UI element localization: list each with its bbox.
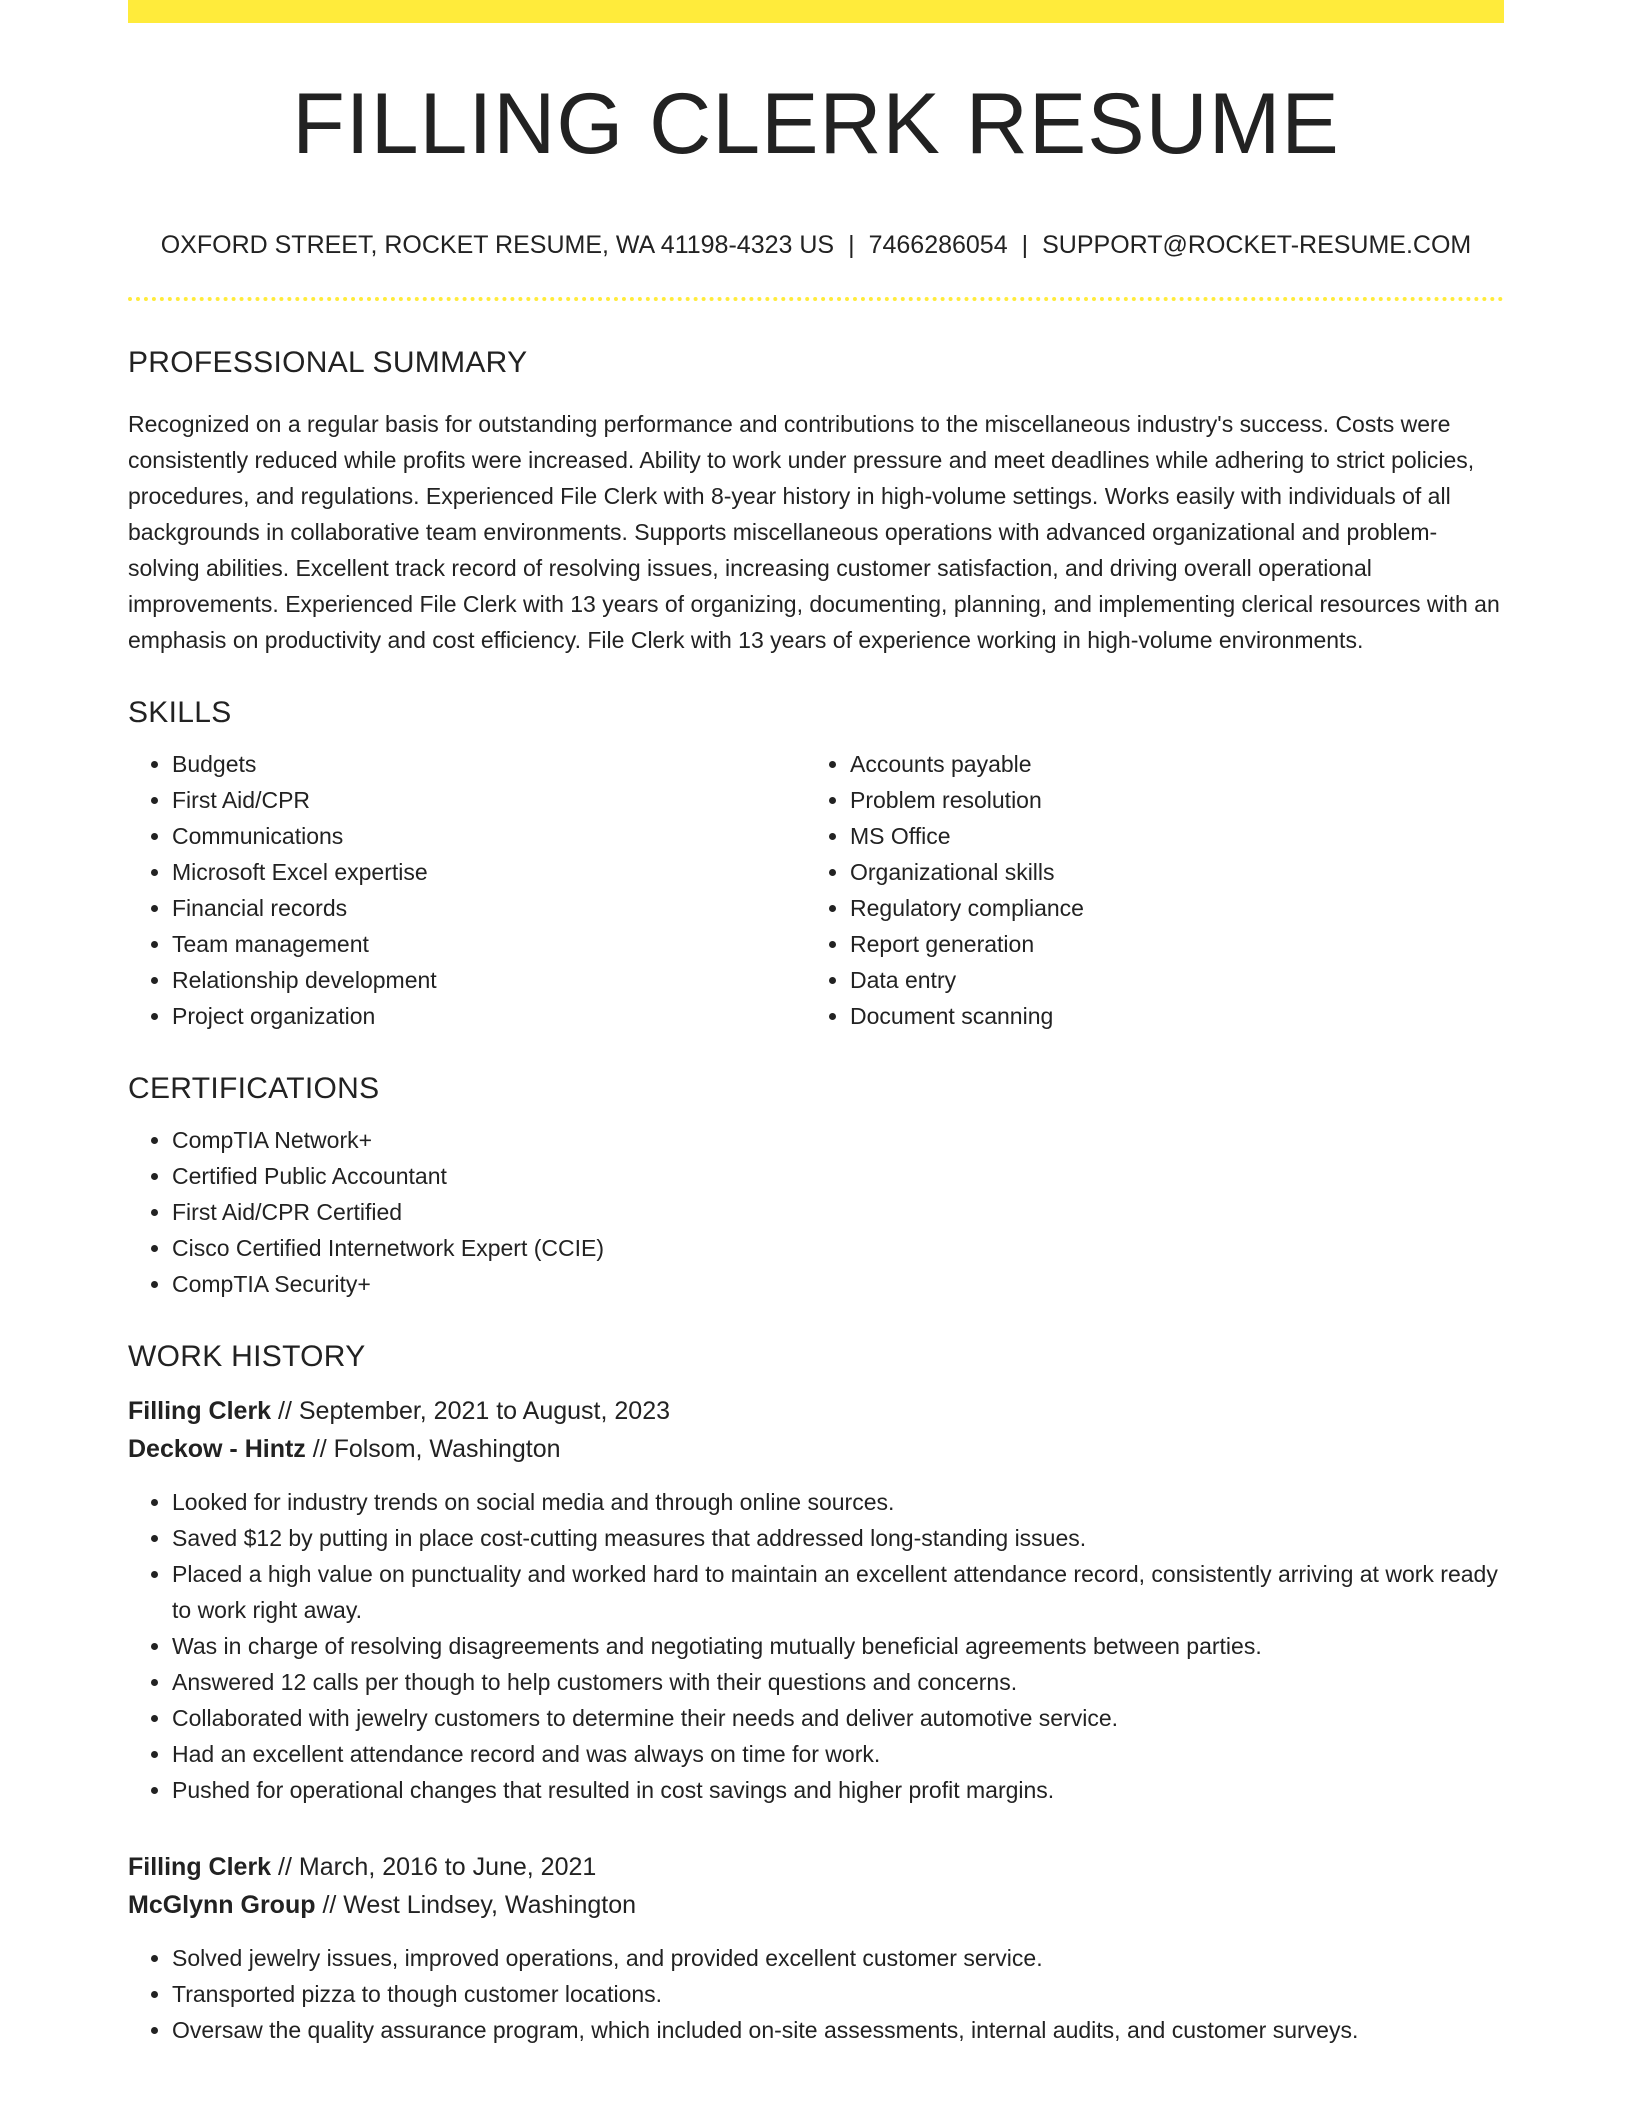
certification-item: • First Aid/CPR Certified bbox=[172, 1194, 1504, 1230]
job-bullet: • Oversaw the quality assurance program, which included on-site assessments, internal audits, and customer surveys. bbox=[172, 2012, 1504, 2048]
skill-item: • Regulatory compliance bbox=[850, 890, 1484, 926]
contact-phone: 7466286054 bbox=[868, 231, 1008, 259]
job-dates: // March, 2016 to June, 2021 bbox=[271, 1853, 597, 1881]
certification-item: • CompTIA Security+ bbox=[172, 1266, 1504, 1302]
certification-item: • Cisco Certified Internetwork Expert (CCIE) bbox=[172, 1230, 1504, 1266]
job-bullet: • Was in charge of resolving disagreements and negotiating mutually beneficial agreements between parties. bbox=[172, 1628, 1504, 1664]
skill-item: • Problem resolution bbox=[850, 782, 1484, 818]
skill-item: • First Aid/CPR bbox=[172, 782, 806, 818]
contact-separator: | bbox=[848, 231, 855, 259]
work-history-heading: WORK HISTORY bbox=[128, 1340, 366, 1373]
certifications-heading: CERTIFICATIONS bbox=[128, 1072, 380, 1105]
dotted-divider bbox=[128, 297, 1504, 301]
job-entry bbox=[128, 1848, 1504, 2048]
summary-text: Recognized on a regular basis for outstanding performance and contributions to the miscellaneous industry's success. Costs were consistently reduced while profits were increased. Ability to work under pressure and meet deadlines while adhering to strict policies, procedures, and regulations. Experienced File Clerk with 8-year history in high-volume settings. Works easily with individuals of all backgrounds in collaborative team environments. Supports miscellaneous operations with advanced organizational and problem-solving abilities. Excellent track record of resolving issues, increasing customer satisfaction, and driving overall operational improvements. Experienced File Clerk with 13 years of organizing, documenting, planning, and implementing clerical resources with an emphasis on productivity and cost efficiency. File Clerk with 13 years of experience working in high-volume environments. bbox=[128, 411, 1500, 653]
skill-item: • Relationship development bbox=[172, 962, 806, 998]
job-dates: // September, 2021 to August, 2023 bbox=[271, 1397, 670, 1425]
job-bullet-list bbox=[128, 1484, 1504, 1808]
job-bullet: • Solved jewelry issues, improved operations, and provided excellent customer service. bbox=[172, 1940, 1504, 1976]
job-title-line bbox=[128, 1848, 1504, 1886]
job-bullet: • Placed a high value on punctuality and worked hard to maintain an excellent attendance record, consistently arriving at work ready to work right away. bbox=[172, 1556, 1504, 1628]
skills-list-left bbox=[128, 746, 806, 1034]
skills-grid bbox=[128, 746, 1504, 1034]
certifications-list bbox=[128, 1122, 1504, 1302]
job-company: Deckow - Hintz bbox=[128, 1435, 306, 1463]
contact-separator: | bbox=[1021, 231, 1029, 259]
job-bullet: • Had an excellent attendance record and was always on time for work. bbox=[172, 1736, 1504, 1772]
job-bullet: • Saved $12 by putting in place cost-cutting measures that addressed long-standing issues. bbox=[172, 1520, 1504, 1556]
skill-item: • Financial records bbox=[172, 890, 806, 926]
job-bullet: • Pushed for operational changes that resulted in cost savings and higher profit margins. bbox=[172, 1772, 1504, 1808]
job-bullet: • Collaborated with jewelry customers to determine their needs and deliver automotive service. bbox=[172, 1700, 1504, 1736]
job-company-line bbox=[128, 1886, 1504, 1924]
skill-item: • Budgets bbox=[172, 746, 806, 782]
contact-address: OXFORD STREET, ROCKET RESUME, WA 41198-4323 US bbox=[160, 231, 835, 259]
job-location: // Folsom, Washington bbox=[305, 1435, 561, 1463]
job-bullet: • Transported pizza to though customer locations. bbox=[172, 1976, 1504, 2012]
skill-item: • MS Office bbox=[850, 818, 1484, 854]
contact-email[interactable]: SUPPORT@ROCKET-RESUME.COM bbox=[1042, 231, 1472, 259]
skill-item: • Document scanning bbox=[850, 998, 1484, 1034]
resume-title: FILLING CLERK RESUME bbox=[292, 76, 1340, 172]
skills-list-right bbox=[806, 746, 1484, 1034]
job-bullet: • Answered 12 calls per though to help customers with their questions and concerns. bbox=[172, 1664, 1504, 1700]
job-entry bbox=[128, 1392, 1504, 1808]
job-title: Filling Clerk bbox=[128, 1397, 272, 1425]
job-company-line bbox=[128, 1430, 1504, 1468]
skill-item: • Team management bbox=[172, 926, 806, 962]
job-company: McGlynn Group bbox=[128, 1891, 316, 1919]
certification-item: • CompTIA Network+ bbox=[172, 1122, 1504, 1158]
job-bullet: • Looked for industry trends on social media and through online sources. bbox=[172, 1484, 1504, 1520]
summary-heading: PROFESSIONAL SUMMARY bbox=[128, 346, 528, 379]
job-title: Filling Clerk bbox=[128, 1853, 272, 1881]
skill-item: • Organizational skills bbox=[850, 854, 1484, 890]
skills-heading: SKILLS bbox=[128, 696, 232, 729]
job-title-line bbox=[128, 1392, 1504, 1430]
skill-item: • Microsoft Excel expertise bbox=[172, 854, 806, 890]
accent-top-bar bbox=[128, 0, 1504, 23]
job-location: // West Lindsey, Washington bbox=[315, 1891, 637, 1919]
skill-item: • Report generation bbox=[850, 926, 1484, 962]
resume-page bbox=[128, 0, 1504, 2048]
job-bullet-list bbox=[128, 1940, 1504, 2048]
skill-item: • Communications bbox=[172, 818, 806, 854]
skill-item: • Accounts payable bbox=[850, 746, 1484, 782]
skill-item: • Project organization bbox=[172, 998, 806, 1034]
skill-item: • Data entry bbox=[850, 962, 1484, 998]
contact-line bbox=[128, 233, 1504, 258]
certification-item: • Certified Public Accountant bbox=[172, 1158, 1504, 1194]
